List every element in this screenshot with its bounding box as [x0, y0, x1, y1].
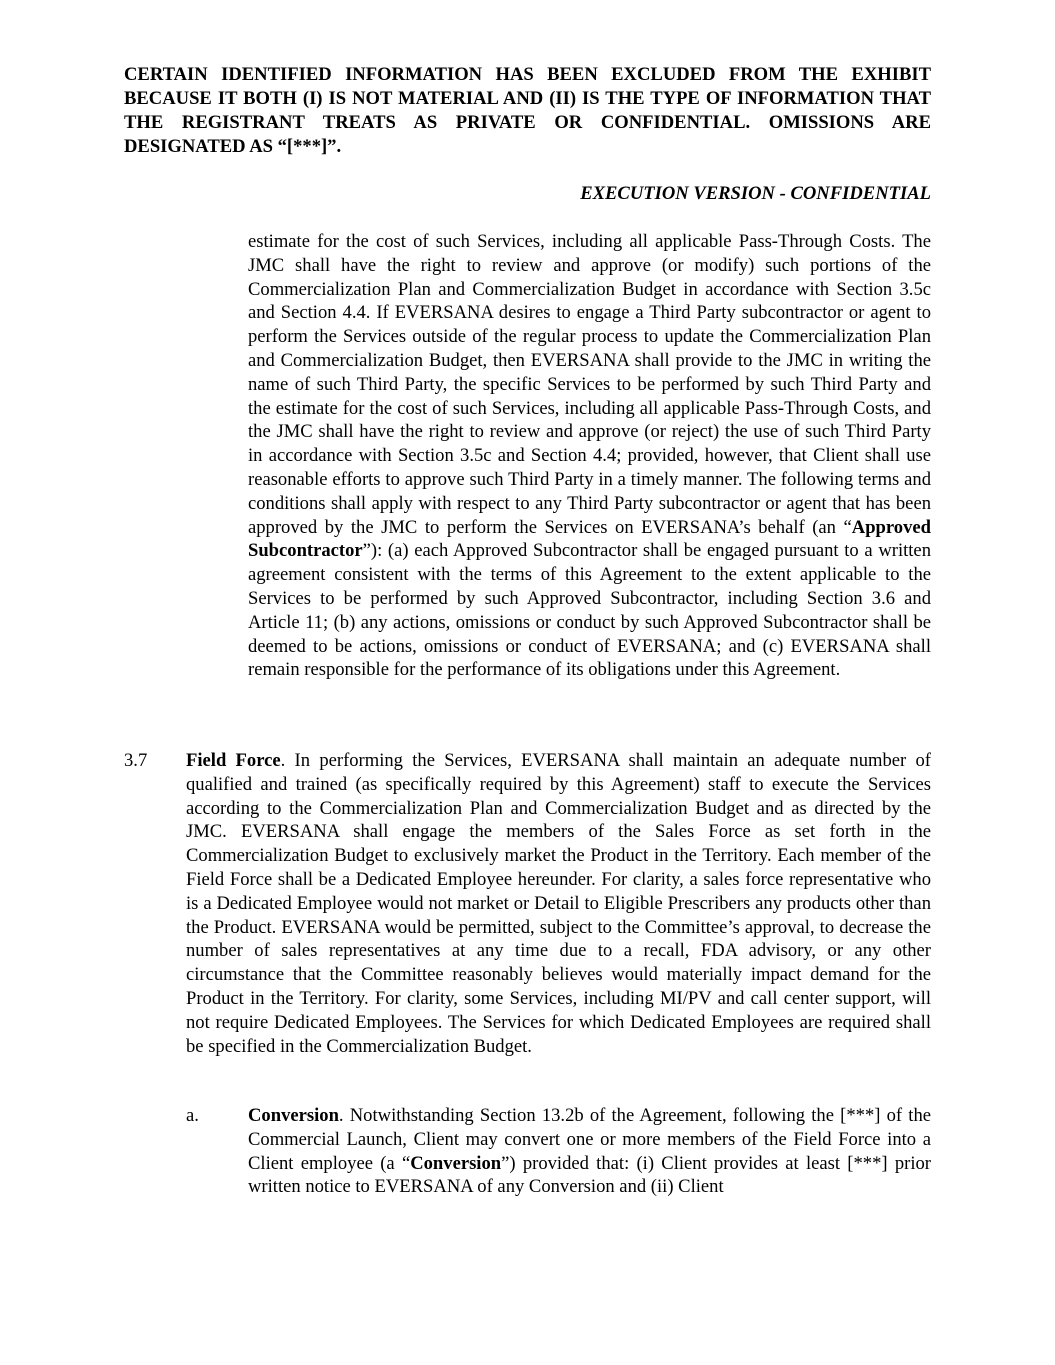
subsection-text-2: ”) provided that: (i) Client provides at least [***] prior written notice to EVERSANA of any Conversion and (ii) Client [248, 1152, 931, 1198]
section-3-7 [124, 749, 931, 1058]
defined-term-conversion: Conversion [410, 1152, 502, 1174]
redaction-notice: CERTAIN IDENTIFIED INFORMATION HAS BEEN EXCLUDED FROM THE EXHIBIT BECAUSE IT BOTH (I) IS NOT MATERIAL AND (II) IS THE TYPE OF INFORMATION THAT THE REGISTRANT TREATS AS PRIVATE OR CONFIDENTIAL. OMISSIONS ARE DESIGNATED AS “[***]”. [124, 64, 931, 157]
section-body [186, 749, 931, 1058]
continuation-paragraph [248, 230, 931, 682]
continuation-text-1: estimate for the cost of such Services, including all applicable Pass-Through Costs. The JMC shall have the right to review and approve (or modify) such portions of the Commercialization Plan and Commercialization Budget in accordance with Section 3.5c and Section 4.4. If EVERSANA desires to engage a Third Party subcontractor or agent to perform the Services outside of the regular process to update the Commercialization Plan and Commercialization Budget, then EVERSANA shall provide to the JMC in writing the name of such Third Party, the specific Services to be performed by such Third Party and the estimate for the cost of such Services, including all applicable Pass-Through Costs, and the JMC shall have the right to review and approve (or reject) the use of such Third Party in accordance with Section 3.5c and Section 4.4; provided, however, that Client shall use reasonable efforts to approve such Third Party in a timely manner. The following terms and conditions shall apply with respect to any Third Party subcontractor or agent that has been approved by the JMC to perform the Services on EVERSANA’s behalf (an “ [248, 231, 931, 538]
subsection-body [248, 1104, 931, 1199]
section-number: 3.7 [124, 750, 148, 771]
continuation-text-2: ”): (a) each Approved Subcontractor shall be engaged pursuant to a written agreement consistent with the terms of this Agreement to the extent applicable to the Services to be performed by such Approved Subcontractor, including Section 3.6 and Article 11; (b) any actions, omissions or conduct by such Approved Subcontractor shall be deemed to be actions, omissions or conduct of EVERSANA; and (c) EVERSANA shall remain responsible for the performance of its obligations under this Agreement. [248, 540, 931, 681]
subsection-a [124, 1104, 931, 1199]
subsection-text-1: . Notwithstanding Section 13.2b of the Agreement, following the [***] of the Commercial Launch, Client may convert one or more members of the Field Force into a Client employee (a “ [248, 1105, 931, 1174]
defined-term-approved-subcontractor: Approved Subcontractor [248, 516, 931, 562]
version-label: EXECUTION VERSION - CONFIDENTIAL [580, 183, 931, 204]
subsection-number: a. [186, 1105, 199, 1126]
section-title: Field Force [186, 750, 281, 771]
section-text: . In performing the Services, EVERSANA shall maintain an adequate number of qualified and trained (as specifically required by this Agreement) staff to execute the Services according to the Commercialization Plan and Commercialization Budget and as directed by the JMC. EVERSANA shall engage the members of the Sales Force as set forth in the Commercialization Budget to exclusively market the Product in the Territory. Each member of the Field Force shall be a Dedicated Employee hereunder. For clarity, a sales force representative who is a Dedicated Employee would not market or Detail to Eligible Prescribers any products other than the Product. EVERSANA would be permitted, subject to the Committee’s approval, to decrease the number of sales representatives at any time due to a recall, FDA advisory, or any other circumstance that the Committee reasonably believes would materially impact demand for the Product in the Territory. For clarity, some Services, including MI/PV and call center support, will not require Dedicated Employees. The Services for which Dedicated Employees are required shall be specified in the Commercialization Budget. [186, 750, 931, 1057]
subsection-title: Conversion [248, 1105, 339, 1126]
